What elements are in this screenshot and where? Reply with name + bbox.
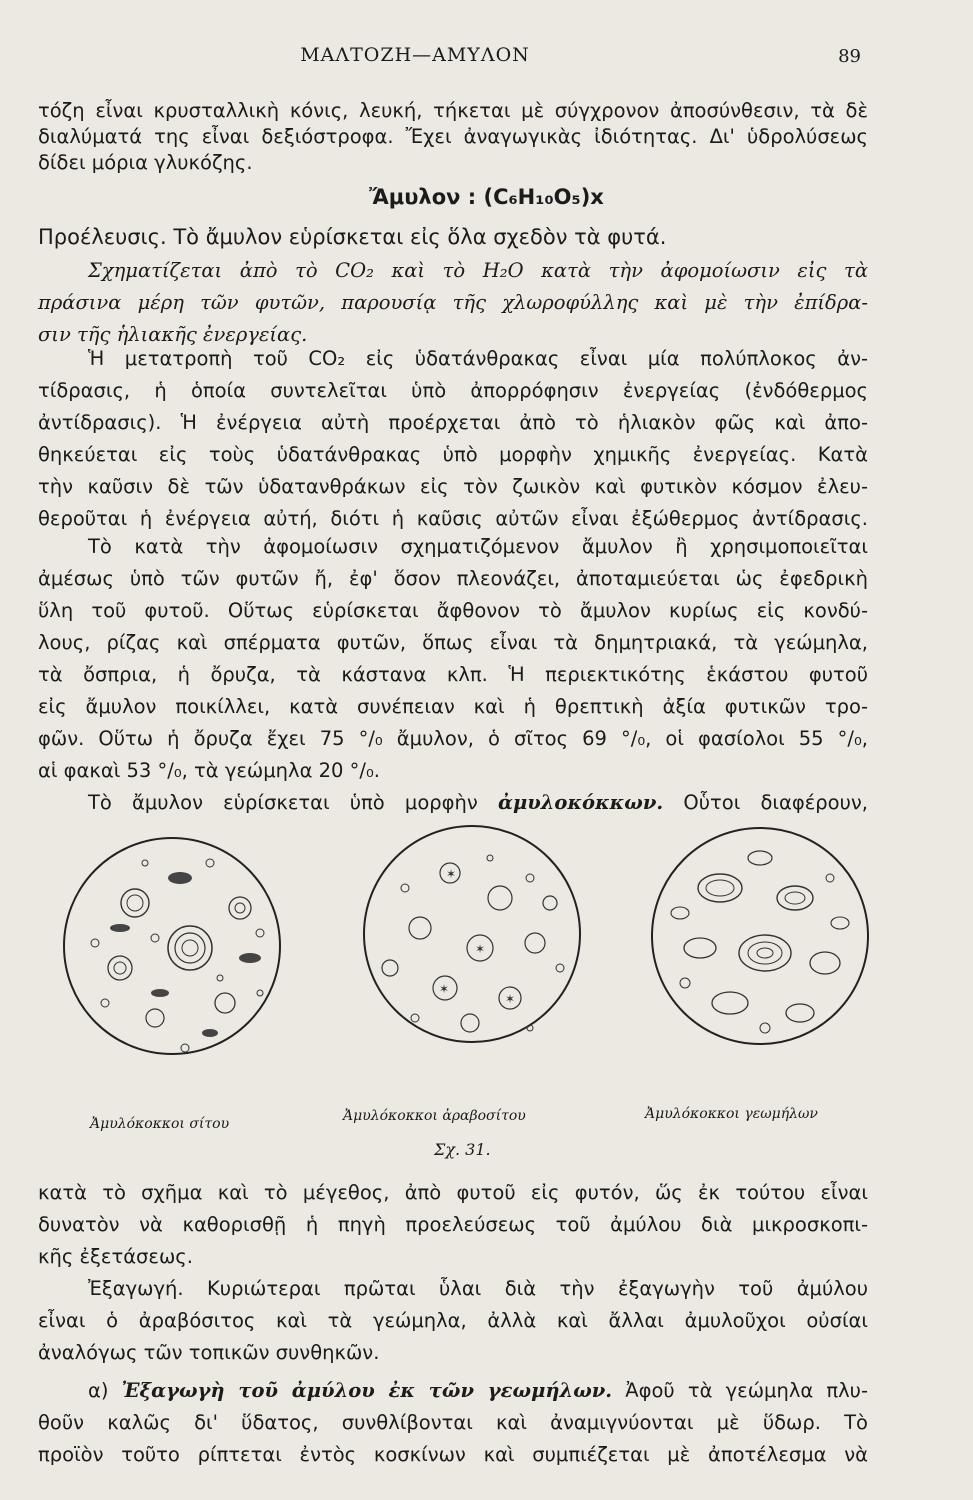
paragraph-line: εἰς ἄμυλον ποικίλλει, κατὰ συνέπειαν καὶ ἡ θρεπτικὴ ἀξία φυτικῶν τρο- — [38, 695, 868, 718]
paragraph-line: θηκεύεται εἰς τοὺς ὑδατάνθρακας ὑπὸ μορφὴν χημικῆς ἐνεργείας. Κατὰ — [38, 443, 868, 466]
intro-line: δίδει μόρια γλυκόζης. — [38, 151, 253, 174]
paragraph-line: ἀναλόγως τῶν τοπικῶν συνθηκῶν. — [38, 1341, 380, 1364]
svg-text:✶: ✶ — [505, 992, 516, 1006]
paragraph-line: προϊὸν τοῦτο ρίπτεται ἐντὸς κοσκίνων καὶ συμπιέζεται μὲ ἀποτέλεσμα νὰ — [38, 1443, 868, 1466]
extraction-label: Ἐξαγωγή. — [88, 1277, 184, 1300]
figure-number: Σχ. 31. — [434, 1140, 491, 1159]
origin-italic-line: πράσινα μέρη τῶν φυτῶν, παρουσίᾳ τῆς χλωροφύλλης καὶ μὲ τὴν ἐπίδρα- — [38, 291, 868, 314]
paragraph-line: εἶναι ὁ ἀραβόσιτος καὶ τὰ γεώμηλα, ἀλλὰ καὶ ἄλλαι ἀμυλοῦχοι οὐσίαι — [38, 1309, 868, 1332]
section-title: Ἄμυλον : (C₆H₁₀O₅)x — [369, 185, 604, 209]
wheat-granules-circle — [64, 838, 280, 1054]
intro-line: διαλύματά της εἶναι δεξιόστροφα. Ἔχει ἀναγωγικὰς ἰδιότητας. Δι' ὑδρολύσεως — [38, 125, 868, 148]
origin-italic-line: Σχηματίζεται ἀπὸ τὸ CO₂ καὶ τὸ H₂O κατὰ τὴν ἀφομοίωσιν εἰς τὰ — [88, 259, 868, 282]
extraction-text: Κυριώτεραι πρῶται ὗλαι διὰ τὴν ἐξαγωγὴν τοῦ ἀμύλου — [183, 1277, 868, 1300]
caption-wheat: Ἀμυλόκοκκοι σίτου — [90, 1116, 230, 1132]
caption-maize: Ἀμυλόκοκκοι ἀραβοσίτου — [343, 1108, 526, 1124]
caption-potato: Ἀμυλόκοκκοι γεωμήλων — [645, 1106, 818, 1122]
paragraph-line: ἀντίδρασις). Ἡ ἐνέργεια αὐτὴ προέρχεται ἀπὸ τὸ ἡλιακὸν φῶς καὶ ἀπο- — [38, 411, 868, 434]
potato-granules-circle — [652, 828, 868, 1044]
paragraph-line: αἱ φακαὶ 53 °/₀, τὰ γεώμηλα 20 °/₀. — [38, 759, 380, 782]
micrograph-drawings — [60, 818, 880, 1108]
potato-heading: Ἐξαγωγὴ τοῦ ἀμύλου ἐκ τῶν γεωμήλων. — [121, 1379, 613, 1402]
origin-italic-line: σιν τῆς ἡλιακῆς ἐνεργείας. — [38, 323, 308, 346]
page-header — [0, 44, 973, 74]
granules-term: ἀμυλοκόκκων. — [497, 791, 664, 814]
list-marker: α) — [88, 1379, 122, 1402]
paragraph-line: φῶν. Οὕτω ἡ ὄρυζα ἔχει 75 °/₀ ἄμυλον, ὁ σῖτος 69 °/₀, οἱ φασίολοι 55 °/₀, — [38, 727, 868, 750]
potato-text: Ἀφοῦ τὰ γεώμηλα πλυ- — [612, 1379, 868, 1402]
svg-text:✶: ✶ — [475, 942, 486, 956]
paragraph-line: Τὸ κατὰ τὴν ἀφομοίωσιν σχηματιζόμενον ἄμυλον ἢ χρησιμοποιεῖται — [88, 535, 868, 558]
starch-granules-figure — [60, 818, 880, 1168]
paragraph-line: κῆς ἐξετάσεως. — [38, 1245, 193, 1268]
paragraph-line: λους, ρίζας καὶ σπέρματα φυτῶν, ὅπως εἶναι τὰ δημητριακά, τὰ γεώμηλα, — [38, 631, 868, 654]
paragraph-line: θεροῦται ἡ ἐνέργεια αὐτή, διότι ἡ καῦσις αὐτῶν εἶναι ἐξώθερμος ἀντίδρασις. — [38, 507, 868, 530]
granules-text: Τὸ ἄμυλον εὑρίσκεται ὑπὸ μορφὴν — [88, 791, 498, 814]
running-title: ΜΑΛΤΟΖΗ—ΑΜΥΛΟΝ — [300, 44, 530, 66]
svg-text:✶: ✶ — [439, 982, 450, 996]
paragraph-line: ἀμέσως ὑπὸ τῶν φυτῶν ἤ, ἐφ' ὅσον πλεονάζει, ἀποταμιεύεται ὡς ἐφεδρικὴ — [38, 567, 868, 590]
paragraph-line: τίδρασις, ἡ ὁποία συντελεῖται ὑπὸ ἀπορρόφησιν ἐνεργείας (ἐνδόθερμος — [38, 379, 868, 402]
maize-granules-circle — [364, 826, 580, 1042]
paragraph-line: δυνατὸν νὰ καθορισθῇ ἡ πηγὴ προελεύσεως τοῦ ἀμύλου διὰ μικροσκοπι- — [38, 1213, 868, 1236]
paragraph-line: κατὰ τὸ σχῆμα καὶ τὸ μέγεθος, ἀπὸ φυτοῦ εἰς φυτόν, ὥς ἐκ τούτου εἶναι — [38, 1181, 868, 1204]
origin-text: Τὸ ἄμυλον εὑρίσκεται εἰς ὅλα σχεδὸν τὰ φυτά. — [166, 225, 667, 249]
page-number: 89 — [838, 46, 861, 67]
paragraph-line: τὴν καῦσιν δὲ τῶν ὑδατανθράκων εἰς τὸν ζωικὸν καὶ φυτικὸν κόσμον ἐλευ- — [38, 475, 868, 498]
origin-label: Προέλευσις. — [38, 225, 167, 249]
intro-line: τόζη εἶναι κρυσταλλικὴ κόνις, λευκή, τήκεται μὲ σύγχρονον ἀποσύνθεσιν, τὰ δὲ — [38, 99, 868, 122]
paragraph-line: τὰ ὄσπρια, ἡ ὄρυζα, τὰ κάστανα κλπ. Ἡ περιεκτικότης ἑκάστου φυτοῦ — [38, 663, 868, 686]
potato-heading-line — [88, 1378, 868, 1404]
paragraph-line: θοῦν καλῶς δι' ὕδατος, συνθλίβονται καὶ ἀναμιγνύονται μὲ ὕδωρ. Τὸ — [38, 1411, 868, 1434]
granules-line — [88, 790, 868, 816]
paragraph-line: ὕλη τοῦ φυτοῦ. Οὕτως εὑρίσκεται ἄφθονον τὸ ἄμυλον κυρίως εἰς κονδύ- — [38, 599, 868, 622]
extraction-line — [88, 1276, 868, 1302]
granules-text-end: Οὗτοι διαφέρουν, — [663, 791, 868, 814]
origin-line — [38, 224, 868, 250]
paragraph-line: Ἡ μετατροπὴ τοῦ CO₂ εἰς ὑδατάνθρακας εἶναι μία πολύπλοκος ἀν- — [88, 347, 868, 370]
svg-text:✶: ✶ — [446, 867, 457, 881]
